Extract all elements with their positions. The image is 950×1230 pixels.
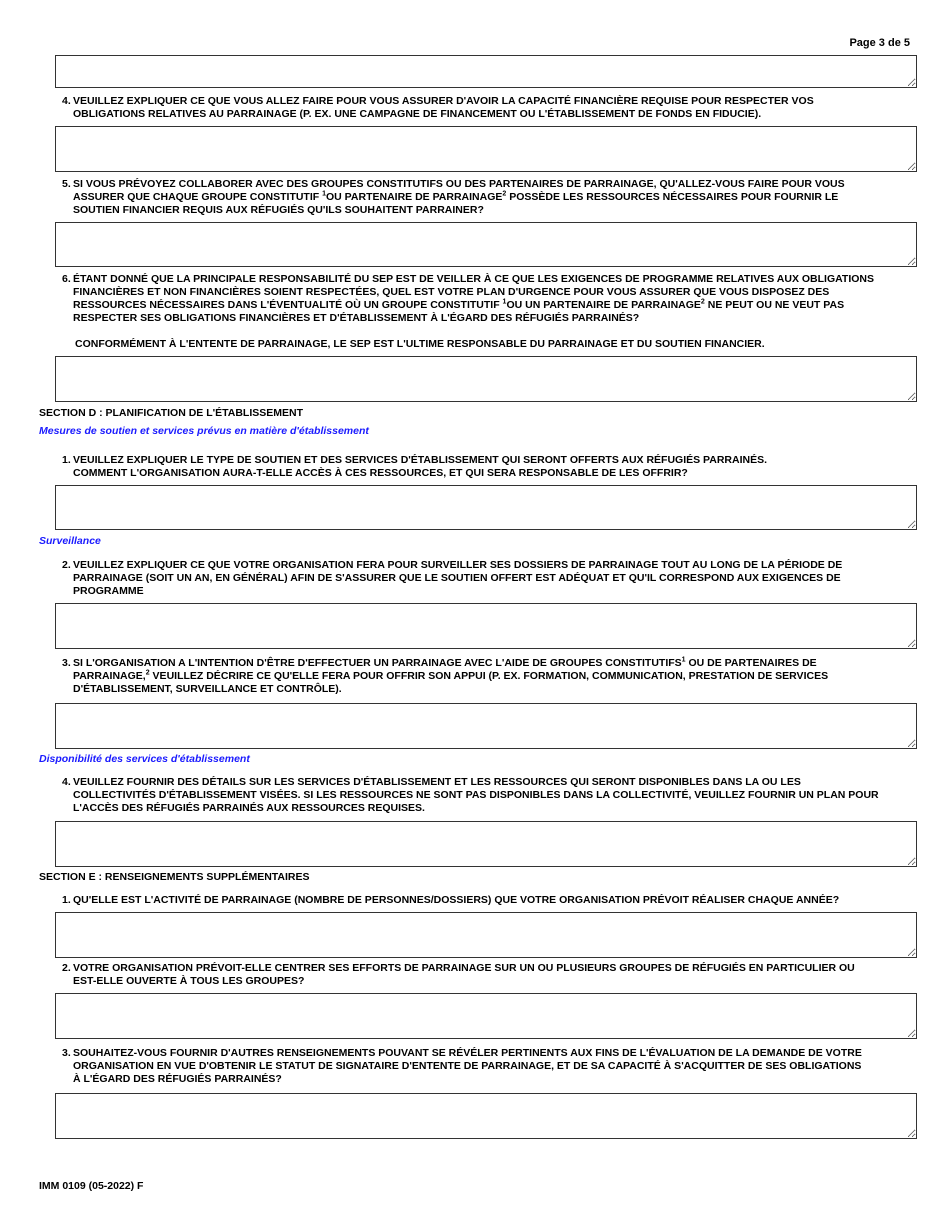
note-responsibility: CONFORMÉMENT À L'ENTENTE DE PARRAINAGE, LE SEP EST L'ULTIME RESPONSABLE DU PARRAINAGE ET DU SOUTIEN FINANCIER. xyxy=(75,338,765,350)
question-e3: 3. SOUHAITEZ-VOUS FOURNIR D'AUTRES RENSEIGNEMENTS POUVANT SE RÉVÉLER PERTINENTS AUX FINS DE L'ÉVALUATION DE LA DEMANDE DE VOTRE ORGANISATION EN VUE D'OBTENIR LE STATUT DE SIGNATAIRE D'ENTENTE DE PARRAINAGE, ET DE SA CAPACITÉ À S'ACQUITTER DE SES OBLIGATIONS À L'ÉGARD DES RÉFUGIÉS PARRAINÉS? xyxy=(62,1047,862,1085)
answer-box-c5[interactable] xyxy=(55,222,917,267)
question-d3: 3. SI L'ORGANISATION A L'INTENTION D'ÊTRE D'EFFECTUER UN PARRAINAGE AVEC L'AIDE DE GROUPES CONSTITUTIFS$^1$ OU DE PARTENAIRES DE PARRAINAGE,$^2$ VEUILLEZ DÉCRIRE CE QU'ELLE FERA POUR OFFRIR SON APPUI (P. EX. FORMATION, COMMUNICATION, PRESTATION DE SERVICES D'ÉTABLISSEMENT, SURVEILLANCE ET CONTRÔLE). xyxy=(62,656,829,695)
answer-box-e1[interactable] xyxy=(55,912,917,958)
answer-box-c4[interactable] xyxy=(55,126,917,172)
answer-box-d1[interactable] xyxy=(55,485,917,530)
question-e2: 2. VOTRE ORGANISATION PRÉVOIT-ELLE CENTRER SES EFFORTS DE PARRAINAGE SUR UN OU PLUSIEURS GROUPES DE RÉFUGIÉS EN PARTICULIER OU EST-ELLE OUVERTE À TOUS LES GROUPES? xyxy=(62,962,855,987)
question-d2: 2. VEUILLEZ EXPLIQUER CE QUE VOTRE ORGANISATION FERA POUR SURVEILLER SES DOSSIERS DE PARRAINAGE TOUT AU LONG DE LA PÉRIODE DE PARRAINAGE (SOIT UN AN, EN GÉNÉRAL) AFIN DE S'ASSURER QUE LE SOUTIEN OFFERT EST ADÉQUAT ET QU'IL CORRESPOND AUX EXIGENCES DE PROGRAMME xyxy=(62,559,843,597)
answer-box-d3[interactable] xyxy=(55,703,917,749)
answer-box-e3[interactable] xyxy=(55,1093,917,1139)
section-d-subheading-1: Mesures de soutien et services prévus en matière d'établissement xyxy=(39,425,369,437)
section-d-title: SECTION D : PLANIFICATION DE L'ÉTABLISSEMENT xyxy=(39,407,304,419)
answer-box-e2[interactable] xyxy=(55,993,917,1039)
form-code: IMM 0109 (05-2022) F xyxy=(39,1180,144,1192)
question-c4: 4. VEUILLEZ EXPLIQUER CE QUE VOUS ALLEZ FAIRE POUR VOUS ASSURER D'AVOIR LA CAPACITÉ FINANCIÈRE REQUISE POUR RESPECTER VOS OBLIGATIONS RELATIVES AU PARRAINAGE (P. EX. UNE CAMPAGNE DE FINANCEMENT OU L'ÉTABLISSEMENT DE FONDS EN FIDUCIE). xyxy=(62,95,814,120)
answer-box-c6[interactable] xyxy=(55,356,917,402)
question-d1: 1. VEUILLEZ EXPLIQUER LE TYPE DE SOUTIEN ET DES SERVICES D'ÉTABLISSEMENT QUI SERONT OFFERTS AUX RÉFUGIÉS PARRAINÉS. COMMENT L'ORGANISATION AURA-T-ELLE ACCÈS À CES RESSOURCES, ET QUI SERA RESPONSABLE DE LES OFFRIR? xyxy=(62,454,768,479)
question-c6: 6. ÉTANT DONNÉ QUE LA PRINCIPALE RESPONSABILITÉ DU SEP EST DE VEILLER À CE QUE LES EXIGENCES DE PROGRAMME RELATIVES AUX OBLIGATIONS FINANCIÈRES ET NON FINANCIÈRES SOIENT RESPECTÉES, QUEL EST VOTRE PLAN D'URGENCE POUR VOUS ASSURER QUE VOUS DISPOSEZ DES RESSOURCES NÉCESSAIRES DANS L'ÉVENTUALITÉ OÙ UN GROUPE CONSTITUTIF $^1$OU UN PARTENAIRE DE PARRAINAGE$^2$ NE PEUT OU NE VEUT PAS RESPECTER SES OBLIGATIONS FINANCIÈRES ET D'ÉTABLISSEMENT À L'ÉGARD DES RÉFUGIÉS PARRAINÉS? xyxy=(62,273,874,324)
question-c5: 5. SI VOUS PRÉVOYEZ COLLABORER AVEC DES GROUPES CONSTITUTIFS OU DES PARTENAIRES DE PARRAINAGE, QU'ALLEZ-VOUS FAIRE POUR VOUS ASSURER QUE CHAQUE GROUPE CONSTITUTIF $^1$OU PARTENAIRE DE PARRAINAGE$^2$ POSSÈDE LES RESSOURCES NÉCESSAIRES POUR FOURNIR LE SOUTIEN FINANCIER REQUIS AUX RÉFUGIÉS QU'ILS SOUHAITENT PARRAINER? xyxy=(62,178,845,216)
page-number: Page 3 de 5 xyxy=(849,37,910,49)
section-d-subheading-2: Surveillance xyxy=(39,535,101,547)
answer-box-c3[interactable] xyxy=(55,55,917,88)
question-d4: 4. VEUILLEZ FOURNIR DES DÉTAILS SUR LES SERVICES D'ÉTABLISSEMENT ET LES RESSOURCES QUI SERONT DISPONIBLES DANS LA OU LES COLLECTIVITÉS D'ÉTABLISSEMENT VISÉES. SI LES RESSOURCES NE SONT PAS DISPONIBLES DANS LA COLLECTIVITÉ, VEUILLEZ FOURNIR UN PLAN POUR L'ACCÈS DES RÉFUGIÉS PARRAINÉS AUX RESSOURCES REQUISES. xyxy=(62,776,879,814)
answer-box-d4[interactable] xyxy=(55,821,917,867)
question-e1: 1. QU'ELLE EST L'ACTIVITÉ DE PARRAINAGE (NOMBRE DE PERSONNES/DOSSIERS) QUE VOTRE ORGANISATION PRÉVOIT RÉALISER CHAQUE ANNÉE? xyxy=(62,894,840,906)
section-d-subheading-3: Disponibilité des services d'établissement xyxy=(39,753,250,765)
section-e-title: SECTION E : RENSEIGNEMENTS SUPPLÉMENTAIRES xyxy=(39,871,310,883)
answer-box-d2[interactable] xyxy=(55,603,917,649)
